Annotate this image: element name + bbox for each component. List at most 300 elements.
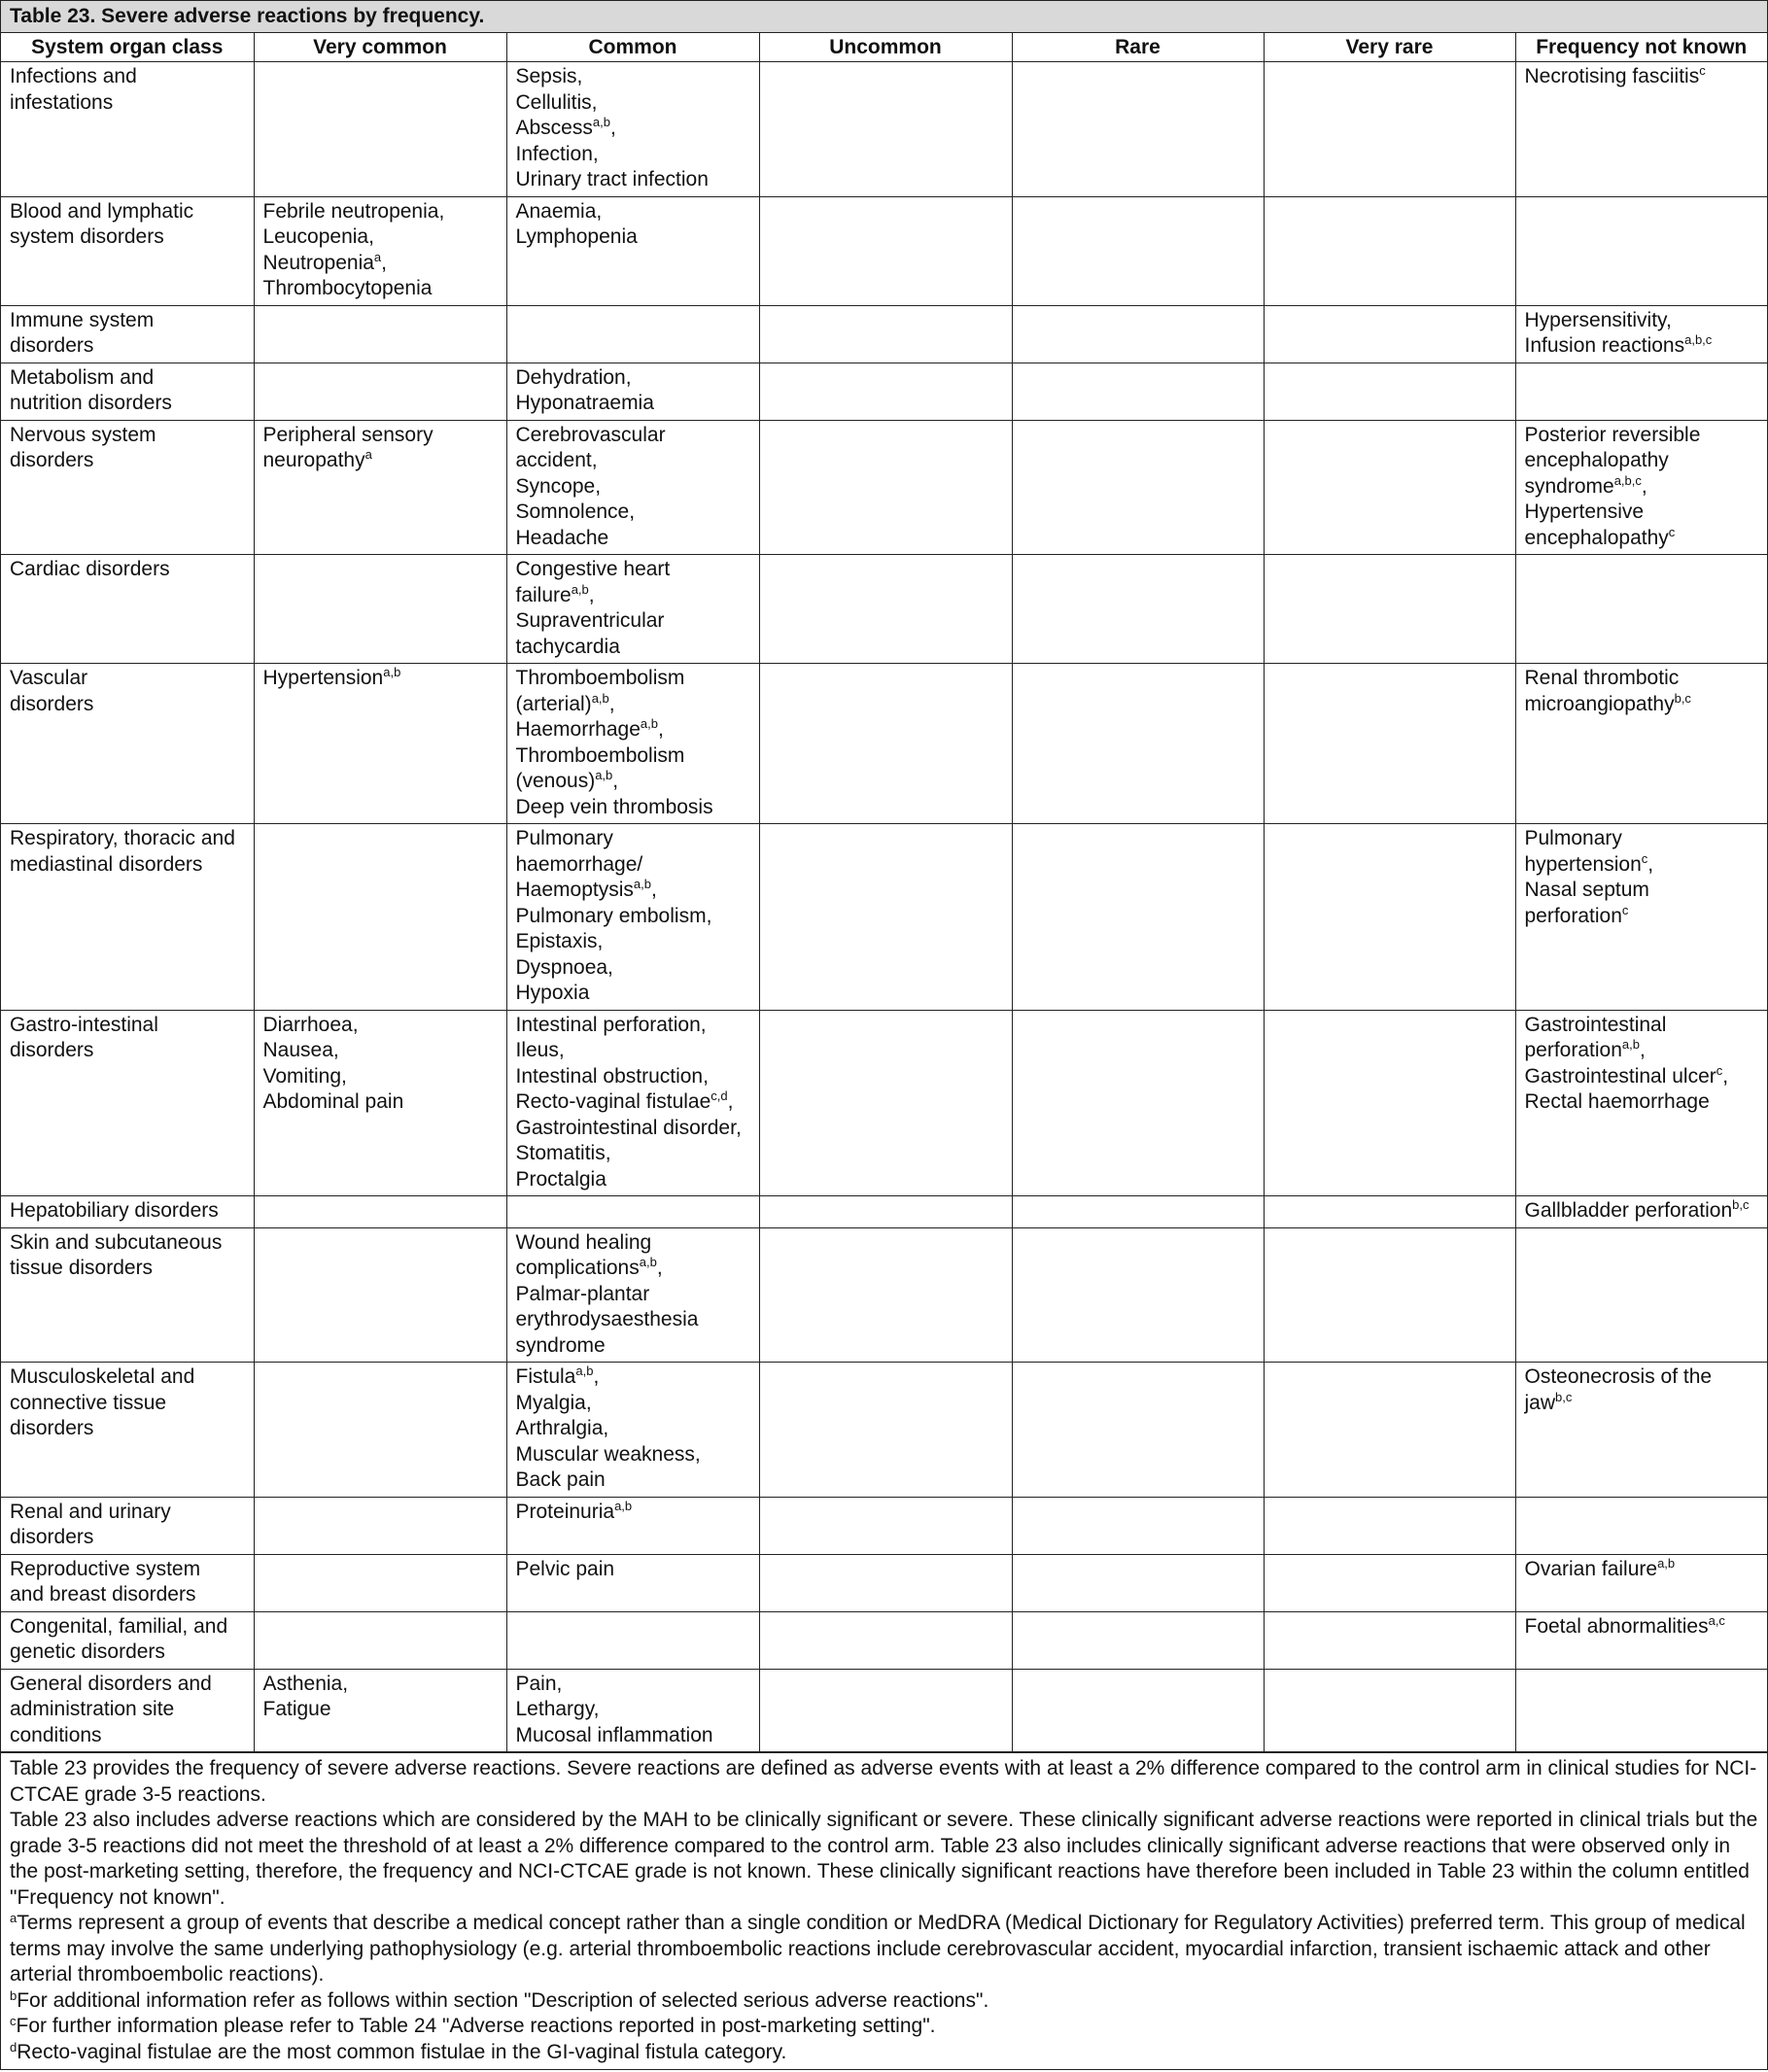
cell-system-organ-class	[1, 1010, 254, 1196]
footnote	[10, 1988, 1758, 2015]
reaction-term	[1525, 500, 1759, 526]
term-text: Pain,	[515, 1672, 563, 1695]
cell-common	[506, 824, 759, 1011]
adverse-reactions-table	[1, 33, 1767, 1752]
term-text: Leucopenia,	[262, 225, 374, 248]
reaction-term	[516, 1672, 750, 1698]
cell-very-common	[254, 305, 506, 363]
cell-frequency-not-known	[1515, 1227, 1767, 1363]
cell-rare	[1012, 1010, 1264, 1196]
cell-very-common	[254, 196, 506, 305]
reaction-term	[1525, 1557, 1759, 1583]
reaction-term	[516, 500, 750, 526]
reaction-term	[263, 1672, 498, 1698]
cell-system-organ-class	[1, 1363, 254, 1498]
cell-uncommon	[759, 420, 1012, 555]
cell-common	[506, 1010, 759, 1196]
reaction-term	[1525, 64, 1759, 90]
footnote-marker: a,b	[640, 716, 658, 731]
term-text: Neutropenia	[262, 251, 374, 274]
soc-line: nutrition disorders	[10, 392, 172, 414]
cell-uncommon	[759, 1669, 1012, 1752]
header-very-rare: Very rare	[1264, 33, 1515, 62]
soc-line: system disorders	[10, 225, 164, 248]
footnote-marker: a,b	[614, 1498, 633, 1513]
cell-uncommon	[759, 1497, 1012, 1554]
footnote-mark: b	[10, 1987, 17, 2003]
term-text: Back pain	[515, 1468, 606, 1491]
term-text: syndrome	[515, 1333, 606, 1357]
reaction-term	[263, 1038, 498, 1064]
reaction-term	[263, 1089, 498, 1116]
cell-frequency-not-known	[1515, 1497, 1767, 1554]
reaction-term	[1525, 1364, 1759, 1391]
footnote	[10, 1911, 1758, 1988]
cell-rare	[1012, 305, 1264, 363]
cell-system-organ-class	[1, 1669, 254, 1752]
term-text: Intestinal obstruction,	[515, 1064, 709, 1088]
cell-uncommon	[759, 1196, 1012, 1228]
cell-common	[506, 1227, 759, 1363]
reaction-term	[1525, 692, 1759, 718]
reaction-term	[516, 929, 750, 955]
soc-line: Nervous system	[10, 423, 156, 446]
footnote-marker: a	[364, 447, 372, 462]
soc-line: disorders	[10, 692, 94, 715]
term-text: Abscess	[515, 117, 593, 139]
term-text: Haemoptysis	[515, 879, 634, 901]
soc-line: and breast disorders	[10, 1583, 196, 1606]
table-row	[1, 1497, 1767, 1554]
term-text: Syncope,	[515, 474, 602, 498]
header-system-organ-class: System organ class	[1, 33, 254, 62]
footnote-marker: a,b	[595, 768, 613, 782]
reaction-term	[516, 142, 750, 168]
cell-very-common	[254, 1196, 506, 1228]
term-text: Cellulitis,	[515, 90, 598, 114]
cell-common	[506, 1554, 759, 1611]
reaction-term	[516, 1282, 750, 1308]
cell-very-rare	[1264, 1363, 1515, 1498]
term-text: encephalopathy	[1524, 449, 1669, 471]
reaction-term	[1525, 826, 1759, 852]
cell-frequency-not-known	[1515, 1669, 1767, 1752]
cell-uncommon	[759, 1227, 1012, 1363]
term-text: Infection,	[515, 142, 599, 165]
cell-common	[506, 1611, 759, 1669]
term-punctuation: ,	[593, 1365, 600, 1388]
cell-very-common	[254, 1363, 506, 1498]
reaction-term	[516, 1364, 750, 1391]
soc-line: General disorders and	[10, 1672, 212, 1695]
reaction-term	[516, 743, 750, 770]
soc-line: conditions	[10, 1723, 102, 1746]
term-text: Nausea,	[262, 1039, 339, 1061]
reaction-term	[1525, 1013, 1759, 1039]
reaction-term	[1525, 423, 1759, 449]
cell-rare	[1012, 555, 1264, 664]
reaction-term	[516, 224, 750, 251]
reaction-term	[516, 365, 750, 392]
soc-line: disorders	[10, 1526, 94, 1548]
cell-system-organ-class	[1, 420, 254, 555]
reaction-term	[516, 1723, 750, 1749]
soc-line: tissue disorders	[10, 1257, 154, 1279]
header-common: Common	[506, 33, 759, 62]
term-text: Thrombocytopenia	[262, 277, 433, 299]
header-rare: Rare	[1012, 33, 1264, 62]
cell-system-organ-class	[1, 1196, 254, 1228]
cell-common	[506, 196, 759, 305]
reaction-term	[1525, 333, 1759, 360]
term-text: Osteonecrosis of the	[1524, 1365, 1713, 1388]
soc-line: Hepatobiliary disorders	[10, 1199, 219, 1222]
reaction-term	[516, 955, 750, 982]
reaction-term	[516, 1038, 750, 1064]
footnote-marker: a,b	[639, 1255, 657, 1269]
reaction-term	[263, 1013, 498, 1039]
term-text: Congestive heart	[515, 558, 671, 580]
term-text: Fistula	[515, 1365, 576, 1388]
term-text: perforation	[1524, 904, 1622, 927]
cell-very-rare	[1264, 363, 1515, 420]
term-text: Epistaxis,	[515, 930, 604, 952]
reaction-term	[516, 1230, 750, 1257]
cell-frequency-not-known	[1515, 305, 1767, 363]
term-punctuation: ,	[657, 718, 664, 741]
term-text: Somnolence,	[515, 501, 636, 523]
term-text: Ovarian failure	[1524, 1557, 1658, 1580]
cell-system-organ-class	[1, 824, 254, 1011]
cell-rare	[1012, 1196, 1264, 1228]
reaction-term	[263, 423, 498, 449]
term-text: Hyponatraemia	[515, 392, 654, 414]
footnote-mark: a	[10, 1911, 17, 1925]
term-text: Gastrointestinal	[1524, 1013, 1667, 1036]
table-row	[1, 1227, 1767, 1363]
reaction-term	[516, 423, 750, 449]
reaction-term	[516, 1307, 750, 1333]
table-body	[1, 62, 1767, 1752]
cell-rare	[1012, 62, 1264, 197]
footnote-marker: c	[1668, 524, 1676, 539]
reaction-term	[1525, 904, 1759, 930]
term-punctuation: ,	[612, 770, 619, 792]
reaction-term	[516, 1013, 750, 1039]
term-text: Asthenia,	[262, 1672, 349, 1695]
cell-common	[506, 1497, 759, 1554]
reaction-term	[516, 1442, 750, 1468]
reaction-term	[516, 90, 750, 117]
reaction-term	[1525, 1038, 1759, 1064]
reaction-term	[1525, 448, 1759, 474]
cell-very-common	[254, 62, 506, 197]
term-text: Deep vein thrombosis	[515, 795, 713, 818]
term-text: Haemorrhage	[515, 718, 641, 741]
cell-common	[506, 1363, 759, 1498]
table-row	[1, 196, 1767, 305]
term-text: Gastrointestinal disorder,	[515, 1116, 742, 1139]
reaction-term	[1525, 526, 1759, 552]
cell-rare	[1012, 1363, 1264, 1498]
term-text: Wound healing	[515, 1230, 652, 1254]
reaction-term	[516, 692, 750, 718]
cell-common	[506, 664, 759, 824]
soc-line: Renal and urinary	[10, 1500, 171, 1523]
reaction-term	[1525, 1089, 1759, 1116]
cell-rare	[1012, 1497, 1264, 1554]
cell-system-organ-class	[1, 363, 254, 420]
term-text: Pulmonary embolism,	[515, 904, 712, 927]
term-text: accident,	[515, 449, 598, 471]
cell-very-rare	[1264, 1010, 1515, 1196]
reaction-term	[516, 526, 750, 552]
term-punctuation: ,	[727, 1090, 734, 1113]
reaction-term	[516, 557, 750, 583]
term-text: Gallbladder perforation	[1524, 1199, 1733, 1222]
soc-line: Vascular	[10, 667, 88, 689]
term-text: hypertension	[1524, 852, 1642, 876]
cell-very-rare	[1264, 664, 1515, 824]
footnote-text: Recto-vaginal fistulae are the most common fistulae in the GI-vaginal fistula category.	[17, 2040, 787, 2063]
term-punctuation: ,	[609, 117, 616, 139]
footnote-marker: a,b,c	[1613, 472, 1642, 488]
term-text: Urinary tract infection	[515, 168, 709, 190]
reaction-term	[1525, 1614, 1759, 1640]
reaction-term	[516, 1468, 750, 1494]
cell-system-organ-class	[1, 1611, 254, 1669]
header-very-common: Very common	[254, 33, 506, 62]
term-text: Proctalgia	[515, 1167, 607, 1191]
soc-line: Gastro-intestinal	[10, 1013, 158, 1036]
reaction-term	[516, 583, 750, 609]
term-text: Dyspnoea,	[515, 955, 613, 979]
term-punctuation: ,	[1641, 474, 1647, 498]
table-row	[1, 555, 1767, 664]
reaction-term	[1525, 474, 1759, 501]
reaction-term	[516, 1141, 750, 1167]
cell-very-rare	[1264, 1669, 1515, 1752]
term-text: (arterial)	[515, 692, 592, 715]
reaction-term	[516, 1089, 750, 1116]
soc-line: administration site	[10, 1698, 175, 1720]
table-row	[1, 1669, 1767, 1752]
term-text: Lethargy,	[515, 1698, 600, 1720]
term-text: Ileus,	[515, 1039, 565, 1061]
term-text: Anaemia,	[515, 199, 603, 223]
soc-line: Immune system	[10, 308, 155, 331]
cell-rare	[1012, 1669, 1264, 1752]
cell-uncommon	[759, 1611, 1012, 1669]
cell-uncommon	[759, 664, 1012, 824]
reaction-term	[516, 717, 750, 743]
table-row	[1, 420, 1767, 555]
soc-line: disorders	[10, 1039, 94, 1061]
cell-very-rare	[1264, 1554, 1515, 1611]
cell-frequency-not-known	[1515, 555, 1767, 664]
cell-very-common	[254, 555, 506, 664]
cell-frequency-not-known	[1515, 1196, 1767, 1228]
term-text: erythrodysaesthesia	[515, 1308, 699, 1330]
reaction-term	[516, 981, 750, 1007]
reaction-term	[516, 199, 750, 225]
footnote-marker: a,b	[1657, 1555, 1676, 1571]
cell-frequency-not-known	[1515, 824, 1767, 1011]
header-frequency-not-known: Frequency not known	[1515, 33, 1767, 62]
footnote-marker: a,b	[591, 690, 609, 706]
cell-rare	[1012, 363, 1264, 420]
footnote-marker: a,b	[1621, 1037, 1640, 1052]
soc-line: Reproductive system	[10, 1557, 201, 1580]
cell-frequency-not-known	[1515, 363, 1767, 420]
term-punctuation: ,	[650, 879, 657, 901]
cell-rare	[1012, 1611, 1264, 1669]
reaction-term	[516, 852, 750, 879]
cell-system-organ-class	[1, 1554, 254, 1611]
footnote	[10, 2014, 1758, 2040]
term-text: Nasal septum	[1524, 879, 1649, 901]
footnote-marker: a	[373, 249, 382, 264]
footnote-marker: b,c	[1674, 690, 1691, 706]
reaction-term	[516, 1557, 750, 1583]
reaction-term	[516, 64, 750, 90]
term-text: Renal thrombotic	[1524, 667, 1680, 689]
cell-very-rare	[1264, 1196, 1515, 1228]
cell-rare	[1012, 1227, 1264, 1363]
footnote	[10, 2040, 1758, 2066]
cell-uncommon	[759, 363, 1012, 420]
reaction-term	[516, 1416, 750, 1442]
soc-line: disorders	[10, 449, 94, 471]
term-text: Abdominal pain	[262, 1090, 404, 1113]
footnote-text: For additional information refer as follows within section "Description of selected serious adverse reactions".	[17, 1988, 989, 2012]
cell-very-rare	[1264, 1611, 1515, 1669]
cell-frequency-not-known	[1515, 1611, 1767, 1669]
footnote-marker: a,b	[383, 665, 401, 679]
term-text: Mucosal inflammation	[515, 1723, 713, 1746]
cell-common	[506, 62, 759, 197]
term-text: Febrile neutropenia,	[262, 199, 445, 223]
term-text: Fatigue	[262, 1698, 331, 1720]
table-header-row	[1, 33, 1767, 62]
cell-uncommon	[759, 1554, 1012, 1611]
soc-line: disorders	[10, 1417, 94, 1439]
reaction-term	[516, 167, 750, 193]
cell-frequency-not-known	[1515, 1010, 1767, 1196]
reaction-term	[516, 1167, 750, 1193]
term-text: perforation	[1524, 1039, 1622, 1061]
reaction-term	[263, 448, 498, 474]
reaction-term	[263, 1697, 498, 1723]
soc-line: Skin and subcutaneous	[10, 1230, 223, 1254]
cell-common	[506, 363, 759, 420]
term-text: Vomiting,	[262, 1064, 347, 1088]
cell-uncommon	[759, 824, 1012, 1011]
cell-rare	[1012, 1554, 1264, 1611]
table-row	[1, 664, 1767, 824]
term-text: Recto-vaginal fistulae	[515, 1090, 711, 1113]
cell-uncommon	[759, 555, 1012, 664]
reaction-term	[516, 1500, 750, 1526]
term-punctuation: ,	[608, 692, 615, 715]
term-text: Hypersensitivity,	[1524, 308, 1672, 331]
footnote-marker: c,d	[711, 1088, 728, 1103]
cell-very-rare	[1264, 824, 1515, 1011]
cell-very-common	[254, 1554, 506, 1611]
cell-rare	[1012, 196, 1264, 305]
term-text: Foetal abnormalities	[1524, 1614, 1709, 1638]
term-text: neuropathy	[262, 449, 365, 471]
cell-common	[506, 1669, 759, 1752]
table-row	[1, 305, 1767, 363]
term-text: (venous)	[515, 770, 596, 792]
cell-rare	[1012, 824, 1264, 1011]
table-notes	[1, 1752, 1767, 2069]
cell-very-rare	[1264, 305, 1515, 363]
cell-very-rare	[1264, 420, 1515, 555]
cell-very-common	[254, 1227, 506, 1363]
reaction-term	[516, 635, 750, 661]
term-text: Palmar-plantar	[515, 1282, 650, 1305]
term-text: syndrome	[1524, 474, 1614, 498]
term-text: haemorrhage/	[515, 852, 643, 876]
term-text: Hypoxia	[515, 982, 590, 1004]
cell-system-organ-class	[1, 555, 254, 664]
reaction-term	[516, 795, 750, 821]
cell-very-rare	[1264, 62, 1515, 197]
soc-line: disorders	[10, 334, 94, 357]
soc-line: Cardiac disorders	[10, 558, 170, 580]
cell-uncommon	[759, 305, 1012, 363]
cell-very-common	[254, 1497, 506, 1554]
note-paragraph: Table 23 also includes adverse reactions which are considered by the MAH to be clinically significant or severe. These clinically significant adverse reactions were reported in clinical trials but the grade 3-5 reactions did not meet the threshold of at least a 2% difference compared to the control arm. Table 23 also includes clinically significant adverse reactions that were observed only in the post-marketing setting, therefore, the frequency and NCI-CTCAE grade is not known. These clinically significant reactions have therefore been included in Table 23 within the column entitled "Frequency not known".	[10, 1809, 1758, 1909]
cell-common	[506, 1196, 759, 1228]
cell-rare	[1012, 420, 1264, 555]
footnote-marker: b,c	[1732, 1197, 1750, 1212]
reaction-term	[516, 448, 750, 474]
cell-very-common	[254, 1669, 506, 1752]
cell-system-organ-class	[1, 196, 254, 305]
reaction-term	[516, 878, 750, 904]
cell-very-common	[254, 1611, 506, 1669]
footnote-marker: a,b,c	[1684, 332, 1713, 347]
term-text: Intestinal perforation,	[515, 1013, 707, 1036]
cell-frequency-not-known	[1515, 62, 1767, 197]
term-text: Stomatitis,	[515, 1142, 611, 1164]
soc-line: infestations	[10, 90, 114, 114]
table-row	[1, 363, 1767, 420]
term-text: Diarrhoea,	[262, 1013, 359, 1036]
reaction-term	[516, 769, 750, 795]
reaction-term	[516, 666, 750, 692]
soc-line: Blood and lymphatic	[10, 199, 194, 223]
cell-system-organ-class	[1, 1497, 254, 1554]
cell-very-common	[254, 420, 506, 555]
term-text: Posterior reversible	[1524, 423, 1701, 446]
soc-line: connective tissue	[10, 1391, 167, 1414]
term-text: Rectal haemorrhage	[1524, 1090, 1710, 1113]
reaction-term	[516, 1697, 750, 1723]
cell-uncommon	[759, 1010, 1012, 1196]
table-row	[1, 1363, 1767, 1498]
term-text: Supraventricular	[515, 609, 665, 632]
soc-line: Congenital, familial, and	[10, 1614, 228, 1638]
reaction-term	[263, 276, 498, 302]
term-text: Headache	[515, 526, 609, 549]
reaction-term	[263, 666, 498, 692]
reaction-term	[1525, 1064, 1759, 1090]
term-text: Pulmonary	[515, 827, 613, 849]
